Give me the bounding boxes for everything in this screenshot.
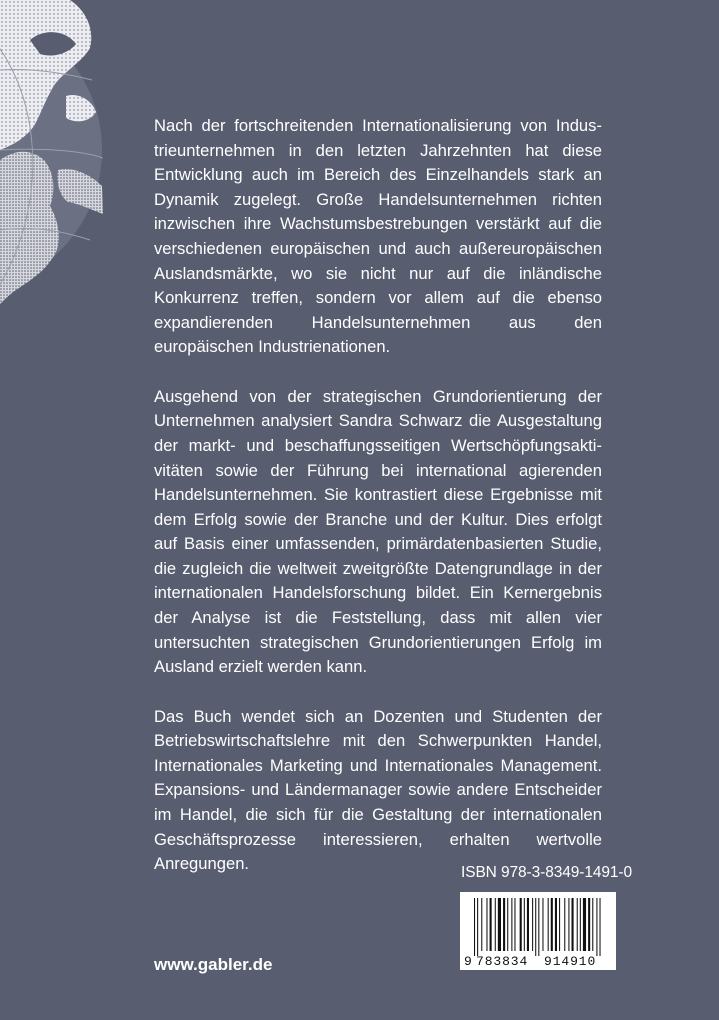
barcode-bar xyxy=(486,898,487,951)
barcode-bar xyxy=(596,898,597,956)
description-paragraph: Das Buch wendet sich an Dozenten und Studenten der Betriebswirtschaftslehre mit den Schwerpunkten Handel, Internationales Marketing und Internationales Management. Expansions- und Ländermanager sowie andere Entscheider im Handel, die sich für die Gestaltung der internationalen Geschäftsprozesse interessieren, erhalten wertvolle Anregungen. xyxy=(154,706,602,874)
barcode-bar xyxy=(600,898,601,956)
description-paragraph: Nach der fortschreitenden Internationalisierung von Industrieunternehmen in den letzten Jahrzehnten hat diese Entwicklung auch im Bereich des Einzelhandels stark an Dynamik zugelegt. Große Handelsunternehmen richten inzwischen ihre Wachstumsbestrebungen verstärkt auf die verschiedenen europäischen und auch außereuropäischen Auslandsmärkte, wo sie nicht nur auf die inländische Konkurrenz treffen, sondern vor allem auf die ebenso expandierenden Handelsunternehmen aus den europäischen Industrienationen. xyxy=(154,116,602,357)
barcode-bar xyxy=(583,898,586,951)
barcode-bar xyxy=(542,898,543,951)
barcode-bar xyxy=(481,898,482,951)
barcode-digits-right: 914910 xyxy=(544,954,597,969)
barcode-digit-lead: 9 xyxy=(464,954,472,969)
barcode-bar xyxy=(490,898,492,951)
barcode-bar xyxy=(507,898,508,951)
barcode-bar xyxy=(532,898,533,951)
barcode-bar xyxy=(588,898,590,951)
description-paragraph: Ausgehend von der strategischen Grundorientierung der Unternehmen analysiert Sandra Schwarz die Ausgestaltung der markt- und beschaffungsseitigen Wertschöpfungsaktivitäten sowie der Führung bei international agierenden Handelsunternehmen. Sie kontrastiert diese Ergebnisse mit dem Erfolg sowie der Branche und der Kultur. Dies erfolgt auf Basis einer umfassenden, primärdatenbasierten Studie, die zugleich die weltweit zweitgrößte Datengrundlage in der internationalen Handelsforschung bildet. Ein Kernergebnis der Analyse ist die Feststellung, dass mit allen vier untersuchten strategischen Grundorientierungen Erfolg im Ausland erzielt werden kann. xyxy=(154,386,602,677)
barcode-bar xyxy=(495,898,496,951)
barcode-bar xyxy=(592,898,593,951)
barcode-digits-left: 783834 xyxy=(476,954,529,969)
barcode-bar xyxy=(511,898,512,951)
barcode xyxy=(460,892,616,970)
globe-icon xyxy=(0,0,103,322)
back-cover-description xyxy=(154,114,602,902)
barcode-bar xyxy=(564,898,565,951)
barcode-bar xyxy=(527,898,529,951)
barcode-bar xyxy=(524,898,525,951)
barcode-bar xyxy=(514,898,515,951)
publisher-website[interactable]: www.gabler.de xyxy=(154,955,273,974)
barcode-bar xyxy=(577,898,578,951)
barcode-bar xyxy=(503,898,505,951)
barcode-bar xyxy=(474,898,475,956)
barcode-bar xyxy=(535,898,536,956)
barcode-bar xyxy=(551,898,553,951)
barcode-bar xyxy=(572,898,574,951)
isbn-label: ISBN 978-3-8349-1491-0 xyxy=(461,864,632,881)
barcode-bar xyxy=(580,898,581,951)
barcode-bar xyxy=(555,898,557,951)
barcode-bar xyxy=(477,898,478,956)
barcode-bar xyxy=(559,898,560,951)
barcode-bar xyxy=(538,898,539,956)
barcode-bar xyxy=(568,898,569,951)
barcode-bar xyxy=(498,898,501,951)
barcode-bar xyxy=(520,898,522,951)
barcode-bar xyxy=(548,898,549,951)
